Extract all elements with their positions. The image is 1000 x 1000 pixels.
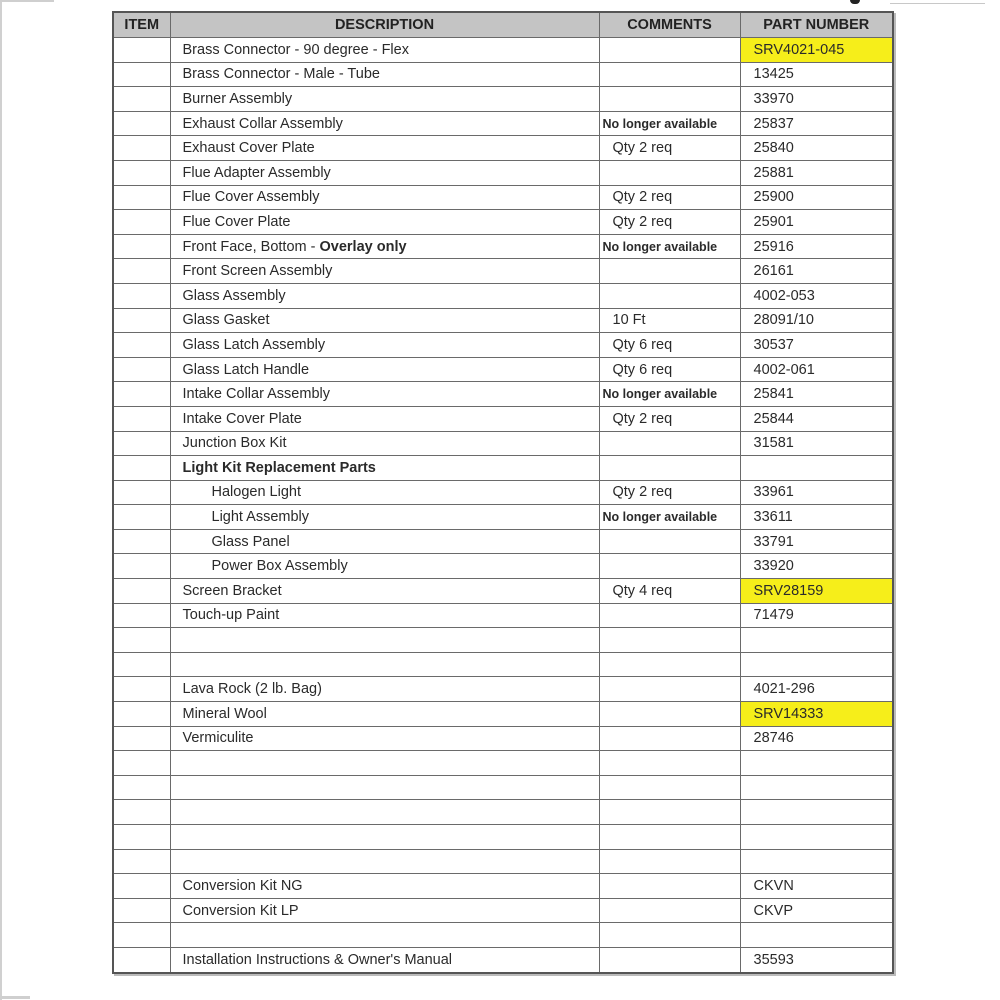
cell-comment xyxy=(599,283,740,308)
cell-part-number: 28091/10 xyxy=(740,308,893,333)
cropped-rule xyxy=(890,3,985,4)
table-row xyxy=(113,775,893,800)
cell-part-number: 25881 xyxy=(740,160,893,185)
cell-part-number: 4002-053 xyxy=(740,283,893,308)
cell-comment xyxy=(599,529,740,554)
cell-item xyxy=(113,382,170,407)
description-text: Front Screen Assembly xyxy=(182,263,333,280)
cell-comment: 10 Ft xyxy=(599,308,740,333)
parts-table-body xyxy=(113,38,893,973)
cell-description xyxy=(170,382,599,407)
cell-item xyxy=(113,480,170,505)
header-part-number: PART NUMBER xyxy=(740,12,893,38)
cell-part-number: 25844 xyxy=(740,406,893,431)
cell-comment: Qty 4 req xyxy=(599,579,740,604)
cell-description xyxy=(170,87,599,112)
description-text: Intake Cover Plate xyxy=(182,410,302,427)
description-text: Glass Panel xyxy=(211,533,290,550)
cell-part-number: 13425 xyxy=(740,62,893,87)
description-text: Conversion Kit NG xyxy=(182,877,303,894)
cropped-glyph xyxy=(850,0,860,4)
cell-part-number: 28746 xyxy=(740,726,893,751)
description-text: Brass Connector - 90 degree - Flex xyxy=(182,41,409,58)
table-row xyxy=(113,849,893,874)
description-text: Glass Latch Assembly xyxy=(182,336,326,353)
cell-comment xyxy=(599,849,740,874)
cell-part-number: 25841 xyxy=(740,382,893,407)
cell-item xyxy=(113,431,170,456)
description-text: Intake Collar Assembly xyxy=(182,386,330,403)
table-row xyxy=(113,751,893,776)
table-row xyxy=(113,529,893,554)
header-comments: COMMENTS xyxy=(599,12,740,38)
cell-part-number xyxy=(740,849,893,874)
cell-comment xyxy=(599,652,740,677)
cell-part-number: 4002-061 xyxy=(740,357,893,382)
cell-item xyxy=(113,505,170,530)
cell-comment: No longer available xyxy=(599,382,740,407)
cell-comment xyxy=(599,456,740,481)
cell-item xyxy=(113,775,170,800)
cell-item xyxy=(113,283,170,308)
cell-part-number: 33961 xyxy=(740,480,893,505)
cell-comment xyxy=(599,947,740,972)
cell-comment: No longer available xyxy=(599,111,740,136)
cell-description xyxy=(170,825,599,850)
description-text: Exhaust Collar Assembly xyxy=(182,115,343,132)
cell-comment xyxy=(599,62,740,87)
cell-description xyxy=(170,652,599,677)
cell-item xyxy=(113,874,170,899)
table-row xyxy=(113,234,893,259)
table-row xyxy=(113,677,893,702)
cell-item xyxy=(113,898,170,923)
cell-part-number-highlighted: SRV4021-045 xyxy=(740,38,893,63)
description-text: Exhaust Cover Plate xyxy=(182,140,315,157)
cell-description xyxy=(170,849,599,874)
table-row xyxy=(113,111,893,136)
description-text: Burner Assembly xyxy=(182,90,293,107)
cell-item xyxy=(113,62,170,87)
cell-description xyxy=(170,38,599,63)
table-row xyxy=(113,603,893,628)
description-bold-note: Overlay only xyxy=(319,238,407,255)
cell-item xyxy=(113,628,170,653)
table-row xyxy=(113,382,893,407)
cell-comment xyxy=(599,898,740,923)
cell-item xyxy=(113,726,170,751)
description-text: Lava Rock (2 lb. Bag) xyxy=(182,681,322,698)
cell-item xyxy=(113,751,170,776)
cell-part-number: 33970 xyxy=(740,87,893,112)
table-row xyxy=(113,800,893,825)
cell-description xyxy=(170,505,599,530)
cell-description xyxy=(170,751,599,776)
description-text: Brass Connector - Male - Tube xyxy=(182,66,380,83)
cell-comment xyxy=(599,603,740,628)
cell-item xyxy=(113,185,170,210)
cell-description xyxy=(170,628,599,653)
description-text: Flue Cover Assembly xyxy=(182,189,320,206)
table-row xyxy=(113,136,893,161)
table-row xyxy=(113,87,893,112)
cell-description xyxy=(170,234,599,259)
table-row xyxy=(113,947,893,972)
cell-comment xyxy=(599,702,740,727)
cell-comment: Qty 2 req xyxy=(599,185,740,210)
cell-item xyxy=(113,677,170,702)
table-row xyxy=(113,160,893,185)
cell-comment: Qty 6 req xyxy=(599,357,740,382)
table-row xyxy=(113,308,893,333)
cell-item xyxy=(113,456,170,481)
cell-item xyxy=(113,406,170,431)
cell-part-number: 25916 xyxy=(740,234,893,259)
cell-part-number: CKVP xyxy=(740,898,893,923)
cell-description xyxy=(170,406,599,431)
description-text: Flue Cover Plate xyxy=(182,213,291,230)
cell-item xyxy=(113,210,170,235)
cell-description xyxy=(170,726,599,751)
cell-part-number: 30537 xyxy=(740,333,893,358)
cell-part-number xyxy=(740,775,893,800)
description-text: Vermiculite xyxy=(182,730,254,747)
cell-comment xyxy=(599,38,740,63)
table-row xyxy=(113,406,893,431)
cell-part-number: CKVN xyxy=(740,874,893,899)
cell-comment: Qty 2 req xyxy=(599,210,740,235)
cell-part-number-highlighted: SRV14333 xyxy=(740,702,893,727)
cell-description xyxy=(170,529,599,554)
cell-item xyxy=(113,111,170,136)
header-item: ITEM xyxy=(113,12,170,38)
cell-part-number: 25840 xyxy=(740,136,893,161)
cell-description xyxy=(170,308,599,333)
cell-part-number: 25900 xyxy=(740,185,893,210)
cell-comment: Qty 2 req xyxy=(599,136,740,161)
table-row xyxy=(113,480,893,505)
cell-description xyxy=(170,62,599,87)
cell-comment xyxy=(599,800,740,825)
cell-description xyxy=(170,874,599,899)
cell-item xyxy=(113,652,170,677)
table-row xyxy=(113,283,893,308)
cell-part-number: 33920 xyxy=(740,554,893,579)
cell-description xyxy=(170,431,599,456)
cell-part-number: 71479 xyxy=(740,603,893,628)
cell-part-number: 4021-296 xyxy=(740,677,893,702)
cell-item xyxy=(113,947,170,972)
cell-item xyxy=(113,529,170,554)
cell-comment xyxy=(599,825,740,850)
cell-description xyxy=(170,333,599,358)
cell-description xyxy=(170,456,599,481)
table-row xyxy=(113,554,893,579)
cell-description xyxy=(170,554,599,579)
description-text: Glass Latch Handle xyxy=(182,361,310,378)
table-row xyxy=(113,38,893,63)
cell-description xyxy=(170,800,599,825)
description-text: Glass Assembly xyxy=(182,287,286,304)
cell-description xyxy=(170,210,599,235)
cell-part-number-highlighted: SRV28159 xyxy=(740,579,893,604)
page-corner-mark xyxy=(0,0,54,2)
table-row xyxy=(113,259,893,284)
cell-part-number xyxy=(740,923,893,948)
cell-item xyxy=(113,87,170,112)
cell-item xyxy=(113,849,170,874)
table-row xyxy=(113,923,893,948)
description-text: Light Kit Replacement Parts xyxy=(182,459,376,476)
cell-description xyxy=(170,898,599,923)
description-text: Flue Adapter Assembly xyxy=(182,164,331,181)
cell-item xyxy=(113,136,170,161)
cell-item xyxy=(113,603,170,628)
parts-table xyxy=(112,11,894,974)
cell-comment: Qty 2 req xyxy=(599,406,740,431)
description-text: Light Assembly xyxy=(211,509,310,526)
description-text: Screen Bracket xyxy=(182,582,282,599)
table-row xyxy=(113,333,893,358)
cell-comment xyxy=(599,431,740,456)
cell-item xyxy=(113,308,170,333)
table-row xyxy=(113,431,893,456)
cell-description xyxy=(170,160,599,185)
cell-description xyxy=(170,579,599,604)
cell-part-number xyxy=(740,825,893,850)
table-row xyxy=(113,825,893,850)
cell-part-number xyxy=(740,456,893,481)
table-row xyxy=(113,874,893,899)
cell-item xyxy=(113,800,170,825)
cell-item xyxy=(113,702,170,727)
cell-comment xyxy=(599,554,740,579)
cell-part-number: 31581 xyxy=(740,431,893,456)
table-row xyxy=(113,702,893,727)
cell-comment xyxy=(599,775,740,800)
page-corner-mark xyxy=(0,996,30,999)
cell-comment xyxy=(599,923,740,948)
cell-description xyxy=(170,357,599,382)
cell-comment xyxy=(599,726,740,751)
table-row xyxy=(113,505,893,530)
cell-item xyxy=(113,333,170,358)
cell-comment xyxy=(599,874,740,899)
cell-description xyxy=(170,259,599,284)
table-row xyxy=(113,628,893,653)
cell-item xyxy=(113,579,170,604)
table-row xyxy=(113,62,893,87)
cell-description xyxy=(170,111,599,136)
cell-part-number: 25901 xyxy=(740,210,893,235)
description-text: Junction Box Kit xyxy=(182,435,287,452)
header-description: DESCRIPTION xyxy=(170,12,599,38)
cell-comment xyxy=(599,259,740,284)
cell-item xyxy=(113,825,170,850)
cell-part-number xyxy=(740,751,893,776)
cell-item xyxy=(113,259,170,284)
table-row xyxy=(113,456,893,481)
description-text: Power Box Assembly xyxy=(211,558,348,575)
cell-part-number: 33611 xyxy=(740,505,893,530)
cell-description xyxy=(170,185,599,210)
description-text: Halogen Light xyxy=(211,484,301,501)
cell-part-number: 26161 xyxy=(740,259,893,284)
page-left-edge xyxy=(0,0,2,1000)
cell-item xyxy=(113,38,170,63)
description-text: Installation Instructions & Owner's Manual xyxy=(182,951,453,968)
cell-item xyxy=(113,923,170,948)
cell-part-number xyxy=(740,800,893,825)
cell-comment xyxy=(599,160,740,185)
table-row xyxy=(113,652,893,677)
cell-comment: Qty 6 req xyxy=(599,333,740,358)
cropped-heading-fragment xyxy=(830,0,1000,6)
cell-description xyxy=(170,136,599,161)
description-text: Conversion Kit LP xyxy=(182,902,299,919)
cell-description xyxy=(170,603,599,628)
cell-part-number: 35593 xyxy=(740,947,893,972)
cell-item xyxy=(113,160,170,185)
cell-comment xyxy=(599,87,740,112)
description-text: Glass Gasket xyxy=(182,312,270,329)
cell-comment: No longer available xyxy=(599,234,740,259)
table-header-row xyxy=(113,12,893,38)
table-row xyxy=(113,185,893,210)
cell-description xyxy=(170,947,599,972)
cell-item xyxy=(113,234,170,259)
table-row xyxy=(113,898,893,923)
cell-comment xyxy=(599,628,740,653)
cell-comment xyxy=(599,751,740,776)
cell-item xyxy=(113,357,170,382)
table-row xyxy=(113,579,893,604)
cell-comment: No longer available xyxy=(599,505,740,530)
cell-description xyxy=(170,480,599,505)
table-row xyxy=(113,210,893,235)
description-text: Mineral Wool xyxy=(182,705,267,722)
cell-description xyxy=(170,283,599,308)
cell-description xyxy=(170,923,599,948)
cell-description xyxy=(170,677,599,702)
description-text: Front Face, Bottom - xyxy=(182,238,320,255)
cell-part-number: 33791 xyxy=(740,529,893,554)
cell-part-number xyxy=(740,652,893,677)
cell-description xyxy=(170,775,599,800)
table-row xyxy=(113,357,893,382)
cell-comment: Qty 2 req xyxy=(599,480,740,505)
cell-part-number: 25837 xyxy=(740,111,893,136)
table-row xyxy=(113,726,893,751)
description-text: Touch-up Paint xyxy=(182,607,280,624)
cell-description xyxy=(170,702,599,727)
cell-part-number xyxy=(740,628,893,653)
cell-comment xyxy=(599,677,740,702)
cell-item xyxy=(113,554,170,579)
